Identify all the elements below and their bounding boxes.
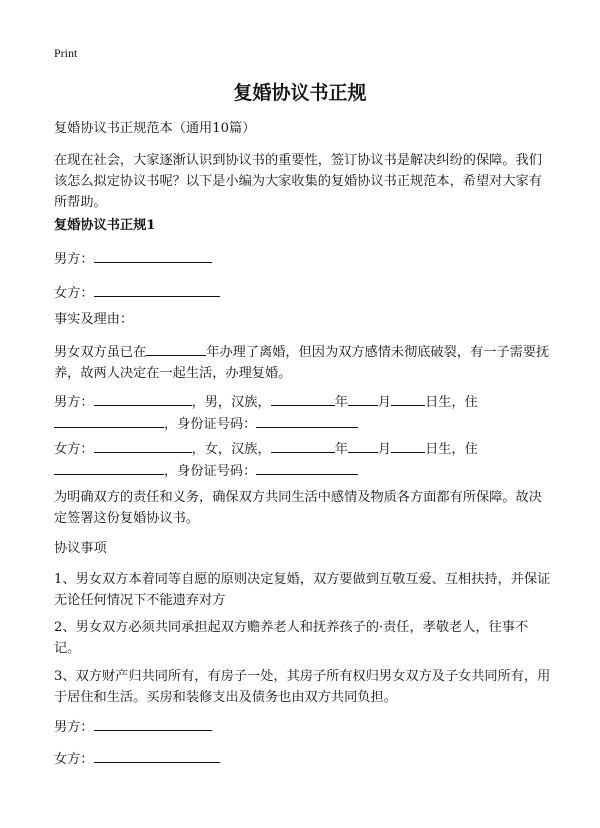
- intro-paragraph: 在现在社会，大家逐渐认识到协议书的重要性，签订协议书是解决纠纷的保障。我们该怎么拟定协议书呢？以下是小编为大家收集的复婚协议书正规范本，希望对大家有所帮助。: [54, 153, 542, 210]
- agreement-item-2: 2、男女双方必须共同承担起双方赡养老人和抚养孩子的·责任，孝敬老人，往事不记。: [54, 620, 529, 656]
- female-line: [54, 282, 554, 304]
- document-subtitle: 复婚协议书正规范本（通用10篇）: [54, 121, 256, 136]
- sign-male-blank[interactable]: [94, 716, 212, 731]
- male-id-label: ，身份证号码：: [164, 417, 257, 432]
- purpose-paragraph: 为明确双方的责任和义务，确保双方共同生活中感情及物质各方面都有所保障。故决定签署这份复婚协议书。: [54, 490, 542, 526]
- male-month-label: 月: [377, 395, 392, 410]
- male-detail: [54, 391, 554, 435]
- reason-paragraph: [54, 341, 554, 384]
- agreement-item-3: 3、双方财产归共同所有，有房子一处，其房子所有权归男女双方及子女共同所有，用于居住和生活。买房和装修支出及债务也由双方共同负担。: [54, 669, 551, 705]
- female-label: 女方：: [54, 286, 94, 301]
- female-year-label: 年: [334, 442, 348, 457]
- female-birth-day-blank[interactable]: [391, 438, 425, 453]
- male-birth-year-blank[interactable]: [271, 391, 335, 406]
- agreement-item-1: 1、男女双方本着同等自愿的原则决定复婚，双方要做到互敬互爱、互相扶持，并保证无论任何情况下不能遗弃对方: [54, 572, 551, 608]
- male-id-blank[interactable]: [256, 413, 358, 428]
- male-label: 男方：: [54, 252, 94, 267]
- sign-male-line: [54, 716, 554, 738]
- male-birth-day-blank[interactable]: [391, 391, 425, 406]
- female-birth-year-blank[interactable]: [271, 438, 335, 453]
- male-day-born-label: 日生，住: [425, 395, 478, 410]
- sign-female-line: [54, 748, 554, 770]
- male-line: [54, 248, 554, 270]
- female-day-born-label: 日生，住: [425, 442, 478, 457]
- female-detail: [54, 438, 554, 482]
- page-title: 复婚协议书正规: [233, 82, 367, 104]
- female-address-blank[interactable]: [54, 460, 164, 475]
- male-year-label: 年: [334, 395, 348, 410]
- male-name-blank[interactable]: [94, 248, 212, 263]
- section-heading: 复婚协议书正规1: [54, 218, 156, 233]
- divorce-year-blank[interactable]: [146, 341, 206, 356]
- female-name-blank[interactable]: [94, 282, 220, 297]
- sign-female-blank[interactable]: [94, 748, 220, 763]
- male-sex: ，男，汉族，: [191, 395, 271, 410]
- reason-part2: 年办理了离婚，但因为双方感情未彻底破裂，有一子需要抚养，故两人决定在一起生活，办理复婚。: [54, 345, 550, 381]
- print-link[interactable]: Print: [54, 46, 78, 60]
- female-detail-label: 女方：: [54, 442, 94, 457]
- female-sex: ，女，汉族，: [191, 442, 271, 457]
- female-birth-month-blank[interactable]: [348, 438, 378, 453]
- sign-male-label: 男方：: [54, 720, 94, 735]
- female-detail-name-blank[interactable]: [94, 438, 192, 453]
- male-detail-name-blank[interactable]: [94, 391, 192, 406]
- reason-label: 事实及理由：: [54, 312, 134, 327]
- male-detail-label: 男方：: [54, 395, 94, 410]
- male-birth-month-blank[interactable]: [348, 391, 378, 406]
- reason-part1: 男女双方虽已在: [54, 345, 147, 360]
- items-heading: 协议事项: [54, 541, 107, 556]
- male-address-blank[interactable]: [54, 413, 164, 428]
- female-id-label: ，身份证号码：: [164, 464, 257, 479]
- female-id-blank[interactable]: [256, 460, 358, 475]
- sign-female-label: 女方：: [54, 752, 94, 767]
- female-month-label: 月: [377, 442, 392, 457]
